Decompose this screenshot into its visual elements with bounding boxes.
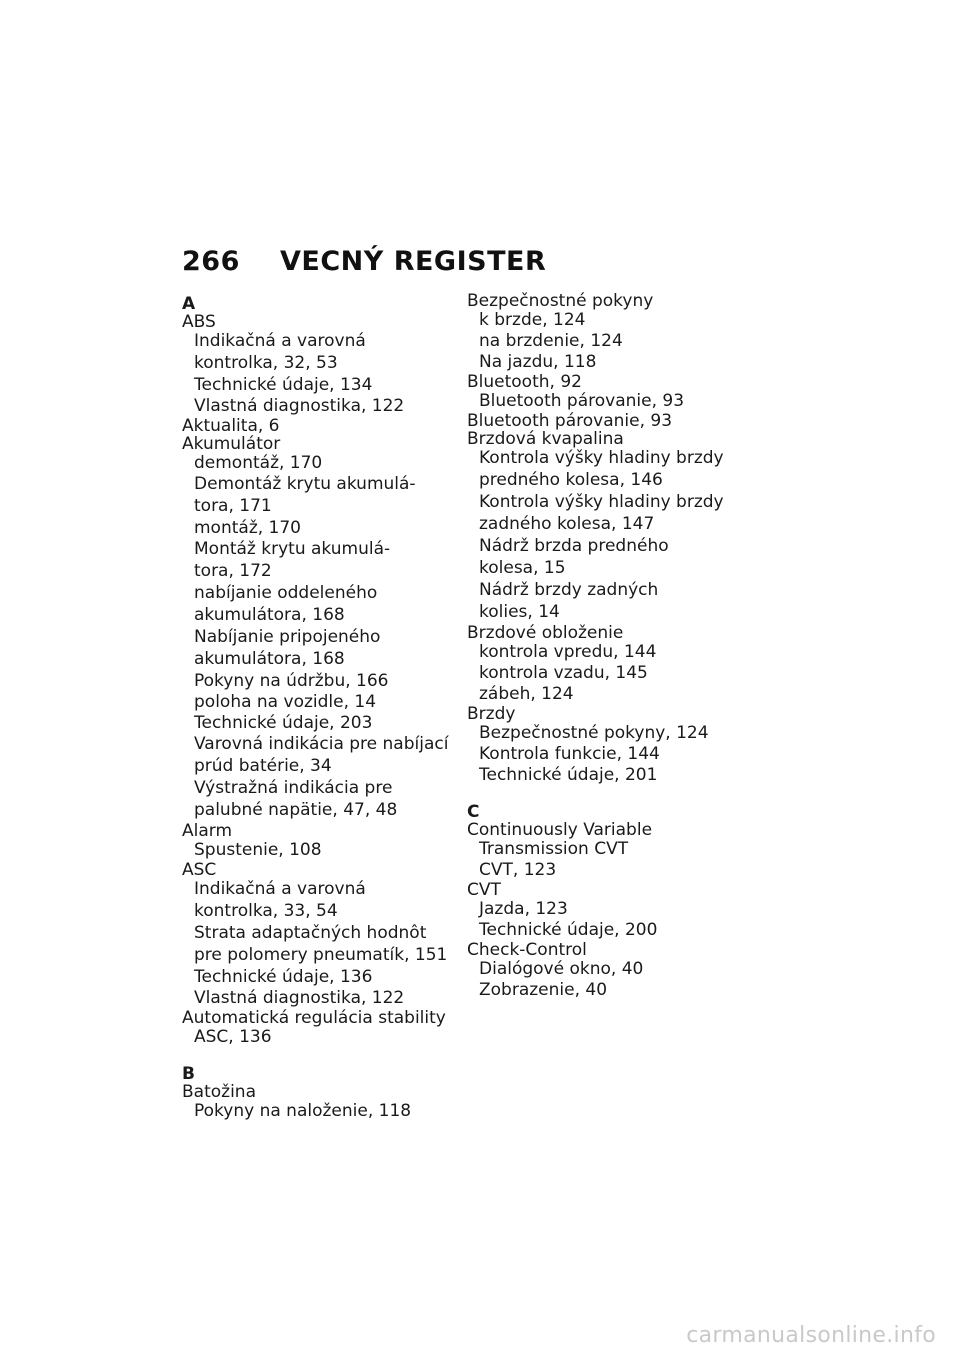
index-entry: [467, 821, 747, 881]
index-subentry: [182, 539, 452, 583]
index-subentry: [467, 391, 747, 412]
index-term: Bluetooth, 92: [467, 372, 582, 392]
subentry-line: Strata adaptačných hodnôt: [194, 923, 427, 943]
subentry-line: Bluetooth párovanie, 93: [479, 391, 685, 411]
index-subentry: [182, 671, 452, 692]
index-subentry: [467, 352, 747, 373]
subentry-line: Výstražná indikácia pre: [194, 778, 393, 798]
section-letter: B: [182, 1064, 195, 1084]
index-subentry: [182, 396, 452, 417]
index-subentry: [467, 492, 747, 536]
index-subentry: [467, 980, 747, 1001]
subentry-line: Spustenie, 108: [194, 840, 322, 860]
subentry-line: demontáž, 170: [194, 453, 323, 473]
subentry-continuation: kontrolka, 32, 53: [194, 353, 338, 373]
index-entry: [467, 624, 747, 705]
index-subentry: [467, 310, 747, 331]
subentry-line: CVT, 123: [479, 860, 557, 880]
subentry-line: Technické údaje, 134: [194, 375, 373, 395]
subentry-continuation: tora, 172: [194, 561, 272, 581]
subentry-continuation: pre polomery pneumatík, 151: [194, 945, 448, 965]
subentry-line: Pokyny na naloženie, 118: [194, 1101, 412, 1121]
index-subentry: [467, 723, 747, 744]
subentry-continuation: zadného kolesa, 147: [479, 514, 655, 534]
index-subentry: [182, 453, 452, 474]
subentry-line: Vlastná diagnostika, 122: [194, 988, 405, 1008]
index-term: ABS: [182, 312, 216, 332]
index-term: CVT: [467, 880, 501, 900]
subentry-line: Kontrola funkcie, 144: [479, 744, 660, 764]
subentry-line: Technické údaje, 136: [194, 967, 373, 987]
index-subentry: [182, 375, 452, 396]
index-subentry: [182, 713, 452, 734]
index-subentry: [182, 988, 452, 1009]
index-term: Bezpečnostné pokyny: [467, 291, 654, 311]
subentry-line: na brzdenie, 124: [479, 331, 623, 351]
index-entry: [182, 435, 452, 822]
index-term-continuation: ASC, 136: [194, 1027, 272, 1047]
index-entry: [182, 1083, 452, 1122]
index-subentry: [182, 923, 452, 967]
subentry-line: Zobrazenie, 40: [479, 980, 608, 1000]
index-entry: [467, 412, 747, 430]
index-term: Brzdové obloženie: [467, 623, 624, 643]
index-term: Aktualita, 6: [182, 416, 280, 436]
index-subentry: [467, 744, 747, 765]
subentry-line: k brzde, 124: [479, 310, 586, 330]
index-subentry: [182, 627, 452, 671]
index-subentry: [467, 642, 747, 663]
index-subentry: [467, 663, 747, 684]
index-entry: [182, 417, 452, 435]
subentry-line: Technické údaje, 201: [479, 765, 658, 785]
index-entry: [467, 705, 747, 786]
index-term: Brzdy: [467, 704, 516, 724]
index-subentry: [182, 518, 452, 539]
subentry-continuation: tora, 171: [194, 496, 272, 516]
index-entry: [182, 1009, 452, 1048]
subentry-line: Technické údaje, 203: [194, 713, 373, 733]
index-entry: [467, 373, 747, 412]
index-entry: [182, 822, 452, 861]
index-term: Check-Control: [467, 940, 587, 960]
index-entry: [467, 292, 747, 373]
index-subentry: [182, 1101, 452, 1122]
subentry-line: Indikačná a varovná: [194, 879, 366, 899]
subentry-continuation: kolies, 14: [479, 602, 560, 622]
subentry-line: Nádrž brzdy zadných: [479, 580, 659, 600]
index-term: Brzdová kvapalina: [467, 429, 624, 449]
subentry-continuation: palubné napätie, 47, 48: [194, 800, 398, 820]
subentry-line: Kontrola výšky hladiny brzdy: [479, 448, 724, 468]
index-subentry: [467, 448, 747, 492]
watermark: carmanualsonline.info: [686, 1323, 936, 1348]
index-term: Automatická regulácia stability: [182, 1008, 446, 1028]
subentry-line: Demontáž krytu akumulá-: [194, 474, 416, 494]
subentry-line: montáž, 170: [194, 518, 301, 538]
subentry-line: Na jazdu, 118: [479, 352, 597, 372]
index-term: ASC: [182, 860, 217, 880]
subentry-continuation: kontrolka, 33, 54: [194, 901, 338, 921]
index-subentry: [182, 692, 452, 713]
subentry-line: Kontrola výšky hladiny brzdy: [479, 492, 724, 512]
index-subentry: [467, 684, 747, 705]
subentry-line: Nabíjanie pripojeného: [194, 627, 381, 647]
index-subentry: [182, 879, 452, 923]
subentry-line: Bezpečnostné pokyny, 124: [479, 723, 709, 743]
index-subentry: [182, 840, 452, 861]
subentry-line: Montáž krytu akumulá-: [194, 539, 391, 559]
subentry-continuation: prúd batérie, 34: [194, 756, 332, 776]
subentry-line: nabíjanie oddeleného: [194, 583, 378, 603]
subentry-continuation: predného kolesa, 146: [479, 470, 663, 490]
section-letter: C: [467, 802, 480, 822]
subentry-line: Indikačná a varovná: [194, 331, 366, 351]
subentry-line: Nádrž brzda predného: [479, 536, 669, 556]
index-entry: [182, 861, 452, 1009]
index-term: Batožina: [182, 1082, 256, 1102]
index-entry: [182, 313, 452, 417]
index-term-continuation: Transmission CVT: [479, 839, 629, 859]
index-subentry: [467, 536, 747, 580]
index-subentry: [182, 778, 452, 822]
subentry-continuation: kolesa, 15: [479, 558, 566, 578]
index-subentry: [467, 899, 747, 920]
subentry-line: kontrola vpredu, 144: [479, 642, 657, 662]
section-letter: A: [182, 294, 196, 314]
subentry-line: kontrola vzadu, 145: [479, 663, 648, 683]
index-term: Akumulátor: [182, 434, 281, 454]
page-number: 266: [182, 246, 240, 277]
index-subentry: [467, 580, 747, 624]
subentry-line: Dialógové okno, 40: [479, 959, 644, 979]
page-title: VECNÝ REGISTER: [280, 246, 547, 277]
subentry-continuation: akumulátora, 168: [194, 649, 345, 669]
page-header: [182, 246, 546, 277]
subentry-line: Varovná indikácia pre nabíjací: [194, 734, 449, 754]
subentry-line: Jazda, 123: [479, 899, 568, 919]
subentry-line: Vlastná diagnostika, 122: [194, 396, 405, 416]
index-subentry: [467, 860, 747, 881]
index-column-left: [182, 292, 452, 1122]
index-term: Continuously Variable: [467, 820, 653, 840]
index-subentry: [182, 474, 452, 518]
index-subentry: [182, 734, 452, 778]
index-subentry: [467, 765, 747, 786]
subentry-line: Technické údaje, 200: [479, 920, 658, 940]
index-column-right: [467, 292, 747, 1001]
index-subentry: [182, 967, 452, 988]
index-subentry: [467, 331, 747, 352]
index-subentry: [467, 920, 747, 941]
index-term: Bluetooth párovanie, 93: [467, 411, 673, 431]
subentry-line: poloha na vozidle, 14: [194, 692, 377, 712]
subentry-continuation: akumulátora, 168: [194, 605, 345, 625]
index-subentry: [467, 959, 747, 980]
index-entry: [467, 941, 747, 1001]
index-entry: [467, 881, 747, 941]
index-subentry: [182, 331, 452, 375]
index-term: Alarm: [182, 821, 233, 841]
index-entry: [467, 430, 747, 624]
subentry-line: Pokyny na údržbu, 166: [194, 671, 389, 691]
index-subentry: [182, 583, 452, 627]
subentry-line: zábeh, 124: [479, 684, 574, 704]
